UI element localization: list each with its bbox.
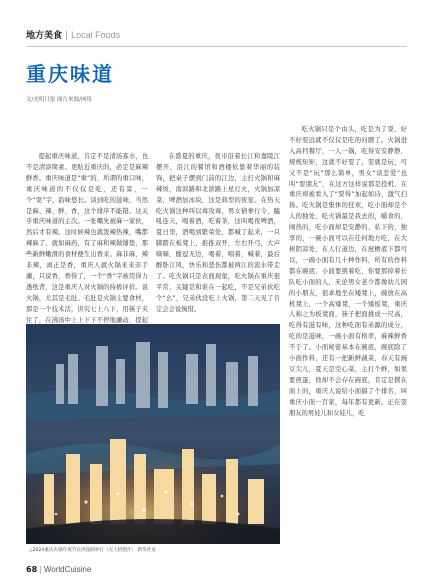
section-header — [26, 30, 120, 41]
body-paragraph: 在盛夏的重庆，夜市沿着长江和嘉陵江摆开，沿江的餐馆和酒楼依靠着华丽的装饰，把桌子摆到门前的江边，主打火锅和麻辣烫，南滨路和北滨路上星灯火，火锅加凉菜，啤酒加冰块，这是典型的夜宴。在热天吃火锅这种叫以毒攻毒，男女猜拳行令，瞌吼连天，喝着酒，吃着茶，这叫喝夜啤酒，夏日里，酒喝到繁荣处，都喊了起来，一只脚踏在板凳上，推推双开，左右开弓，大声嘀嘀，酣逗无边，喝着，唱着，喊着，最后醉卧江风，快乐和悲伤都被两江的流水带走了。吃火锅只是表面现象，吃火锅在重庆很平常，关键是和谁在一起吃，不是兄弟伙吃个“幺”，兄弟伙没吃上火锅，第二天见了肯定会会说惋惜。 — [156, 153, 280, 313]
header-divider — [26, 46, 407, 47]
city-skyline-illustration — [26, 324, 280, 544]
footer-separator: | — [39, 565, 42, 574]
byline: 文/光明日报 图片来源/网络 — [26, 97, 92, 103]
night-city-photo — [26, 324, 280, 544]
section-separator: | — [65, 31, 69, 41]
page-number: 68 — [26, 565, 38, 574]
section-name-en: Local Foods — [71, 30, 121, 40]
photo-caption: △2024重庆火锅年夜节在洪崖洞举行（无人机照片） 新华社发 — [29, 548, 156, 553]
body-paragraph: 吃火锅只是个由头，吃是为了耍，好不好耍远就不仅仅是吃的问题了。火锅进入高档餐厅，一人一锅，吃得安安静静，规规矩矩，这就不好耍了，耍就是玩，可又不是“玩”那么简单，男女“谈恋爱”也叫“耍朋友”，在这方这样说那是投机，在重庆却被看入了“耍得”加起如诗，激气扫扬。吃火锅是集体的狂欢，吃小面却是个人的独处，吃火锅最是我去的，嚼食的，闹热的，吃小面却是安静的、私下的，独享的，一碗小面可以在任何地方吃，在大树阴凉处，在人行道边，在屋檐底下都可以，一碗小面有几十种作料，所有的作料都在碗底，小面要挑着吃，你要那掉着长队吃小面的人，无论男女老少都像幼儿园的小朋友，很乖地坐在矮凳上，碗放在高机凳上，一个高矮凳，一个矮板凳，重庆人称之为板凳面，筷子把面挑成一尺高，吃得有滋有味，这种吃面有弟源的成分，吃的是滋味，一碗小面有格率，麻辣鲜香不于了。小面秘密基本在碗底，碗底除了小面作料，还有一把新鲜蔬菜，春天有豌豆尖儿，夏天是空心菜，主打个鲜，如果要煎蛋，他却不会存在碗底，肯定是撂在面上的，重庆人说给小面搞了个排名，叫重庆小面一百家，每年都有更新。正在耍朋友的男娃儿和女娃儿，吃 — [289, 126, 407, 417]
article-title: 重庆味道 — [26, 62, 114, 86]
magazine-name: WorldCuisine — [43, 565, 92, 574]
text-column-2 — [156, 152, 280, 316]
page-footer — [26, 565, 91, 575]
section-name-cn: 地方美食 — [26, 31, 63, 41]
body-paragraph: 提起重庆味道，肯定不是清汤寡水，也不是清淡简素。更贴近重庆的，必定是麻辣鲜香。重庆味道是“重”的，所谓的重口味，重庆味道的不仅仅是吃，还有景，一个“耍”字，韵味悠长。谈到吃的滋味，当然是麻、辣、鲜、香，这个排序不能错。这关乎重庆味道的主次。一张嘴先被麻一家伙，然后才有辣。这时候辣也就泼辣热辣，嘴都辣麻了，就如麻药，有了麻和辣做铺垫，那些新鲜嫩滑的食材便生出香来。麻非麻，辣非辣，离正是香，重庆人就火锅来来亲手涮，只说香，香得了，一个“香”字被用得力透纸背，这是重庆人对火锅的持极评价。说火锅，尤其是毛肚。毛肚是火锅主要食材，那是一个技术活，讲究七上八下，用筷子夹住了，在沸汤中上上下下不停地涮动，提起 — [26, 153, 148, 324]
text-column-3 — [289, 125, 407, 419]
